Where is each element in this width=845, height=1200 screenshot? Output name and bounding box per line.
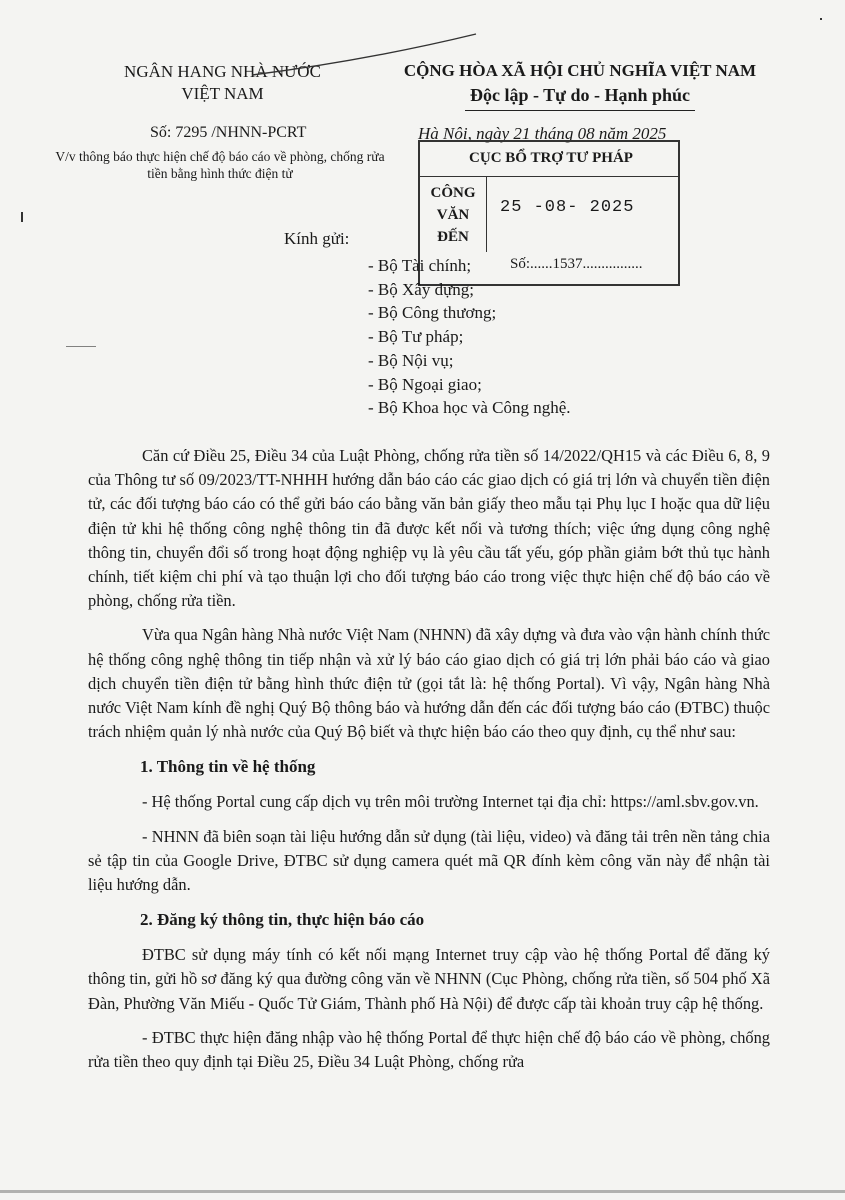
recipients-intro: Kính gửi: bbox=[284, 229, 350, 248]
stamp-divider bbox=[420, 176, 678, 177]
scan-speck bbox=[820, 18, 822, 20]
section-heading: 2. Đăng ký thông tin, thực hiện báo cáo bbox=[140, 910, 425, 930]
stamp-title: CỤC BỔ TRỢ TƯ PHÁP bbox=[469, 150, 633, 166]
country-name: CỘNG HÒA XÃ HỘI CHỦ NGHĨA VIỆT NAM bbox=[403, 61, 757, 80]
recipient-item: - Bộ Xây dựng; bbox=[368, 279, 475, 299]
stamp-vertical-divider bbox=[486, 176, 487, 252]
body-paragraph: - NHNN đã biên soạn tài liệu hướng dẫn sử dụng (tài liệu, video) và đăng tải trên nền tảng chia sẻ tập tin của Google Drive, ĐTBC sử dụng camera quét mã QR đính kèm công văn này để nhận tài liệu hướng dẫn. bbox=[88, 826, 770, 895]
stamp-label: CÔNG VĂN ĐẾN bbox=[430, 185, 476, 245]
recipient-item: - Bộ Khoa học và Công nghệ. bbox=[368, 398, 571, 418]
place-and-date: Hà Nội, ngày 21 tháng 08 năm 2025 bbox=[418, 124, 667, 143]
body-paragraph: - Hệ thống Portal cung cấp dịch vụ trên môi trường Internet tại địa chỉ: https://aml.sbv.gov.vn. bbox=[142, 792, 759, 812]
country-motto: Độc lập - Tự do - Hạnh phúc bbox=[469, 85, 691, 105]
recipient-item: - Bộ Nội vụ; bbox=[368, 350, 454, 370]
recipient-item: - Bộ Tư pháp; bbox=[368, 327, 464, 347]
scan-speck bbox=[21, 212, 23, 222]
agency-name-line2: VIỆT NAM bbox=[181, 84, 264, 103]
body-paragraph: - ĐTBC thực hiện đăng nhập vào hệ thống Portal để thực hiện chế độ báo cáo về phòng, chống rửa tiền theo quy định tại Điều 25, Điều 34 Luật Phòng, chống rửa bbox=[88, 1027, 770, 1072]
body-paragraph: Vừa qua Ngân hàng Nhà nước Việt Nam (NHNN) đã xây dựng và đưa vào vận hành chính thức hệ thống công nghệ thông tin tiếp nhận và xử lý báo cáo giao dịch có giá trị lớn phải báo cáo và giao dịch chuyển tiền điện tử bằng hình thức điện tử (gọi tắt là: hệ thống Portal). Vì vậy, Ngân hàng Nhà nước Việt Nam kính đề nghị Quý Bộ thông báo và hướng dẫn đến các đối tượng báo cáo (ĐTBC) thuộc trách nhiệm quản lý nhà nước của Quý Bộ biết và thực hiện báo cáo theo quy định, cụ thể như sau: bbox=[88, 625, 770, 742]
stamp-number: Số:......1537................ bbox=[510, 256, 643, 272]
recipient-item: - Bộ Công thương; bbox=[368, 303, 497, 323]
document-subject: V/v thông báo thực hiện chế độ báo cáo về phòng, chống rửa tiền bằng hình thức điện tử bbox=[55, 149, 385, 181]
document-body bbox=[88, 444, 770, 1074]
motto-underline bbox=[465, 110, 695, 111]
body-paragraph: ĐTBC sử dụng máy tính có kết nối mạng Internet truy cập vào hệ thống Portal để đăng ký thông tin, gửi hồ sơ đăng ký qua đường công văn về NHNN (Cục Phòng, chống rửa tiền, số 504 phố Xã Đàn, Phường Văn Miếu - Quốc Tử Giám, Thành phố Hà Nội) để được cấp tài khoản truy cập hệ thống. bbox=[88, 945, 770, 1013]
body-paragraph: Căn cứ Điều 25, Điều 34 của Luật Phòng, chống rửa tiền số 14/2022/QH15 và các Điều 6, 8, 9 của Thông tư số 09/2023/TT-NHHH hướng dẫn báo cáo các giao dịch có giá trị lớn và chuyển tiền điện tử, các đối tượng báo cáo có thể gửi báo cáo bằng văn bản giấy theo mẫu tại Phụ lục I hoặc qua dữ liệu điện tử khi hệ thống công nghệ thông tin đã được kết nối và tương thích; việc ứng dụng công nghệ thông tin, chuyển đổi số trong hoạt động nghiệp vụ là yêu cầu tất yếu, góp phần giảm bớt thủ tục hành chính, tiết kiệm chi phí và tạo thuận lợi cho đối tượng báo cáo trong việc thực hiện chế độ báo cáo về phòng, chống rửa tiền. bbox=[88, 446, 770, 611]
scan-speck bbox=[66, 346, 96, 347]
scan-edge bbox=[0, 1190, 845, 1193]
recipient-item: - Bộ Tài chính; bbox=[368, 256, 472, 275]
document-number: Số: 7295 /NHNN-PCRT bbox=[150, 124, 307, 141]
stamp-date: 25 -08- 2025 bbox=[500, 198, 635, 217]
section-heading: 1. Thông tin về hệ thống bbox=[140, 757, 316, 777]
recipients-list bbox=[368, 254, 571, 420]
agency-name-line1: NGÂN HANG NHÀ NƯỚC bbox=[124, 62, 321, 81]
recipient-item: - Bộ Ngoại giao; bbox=[368, 374, 482, 394]
